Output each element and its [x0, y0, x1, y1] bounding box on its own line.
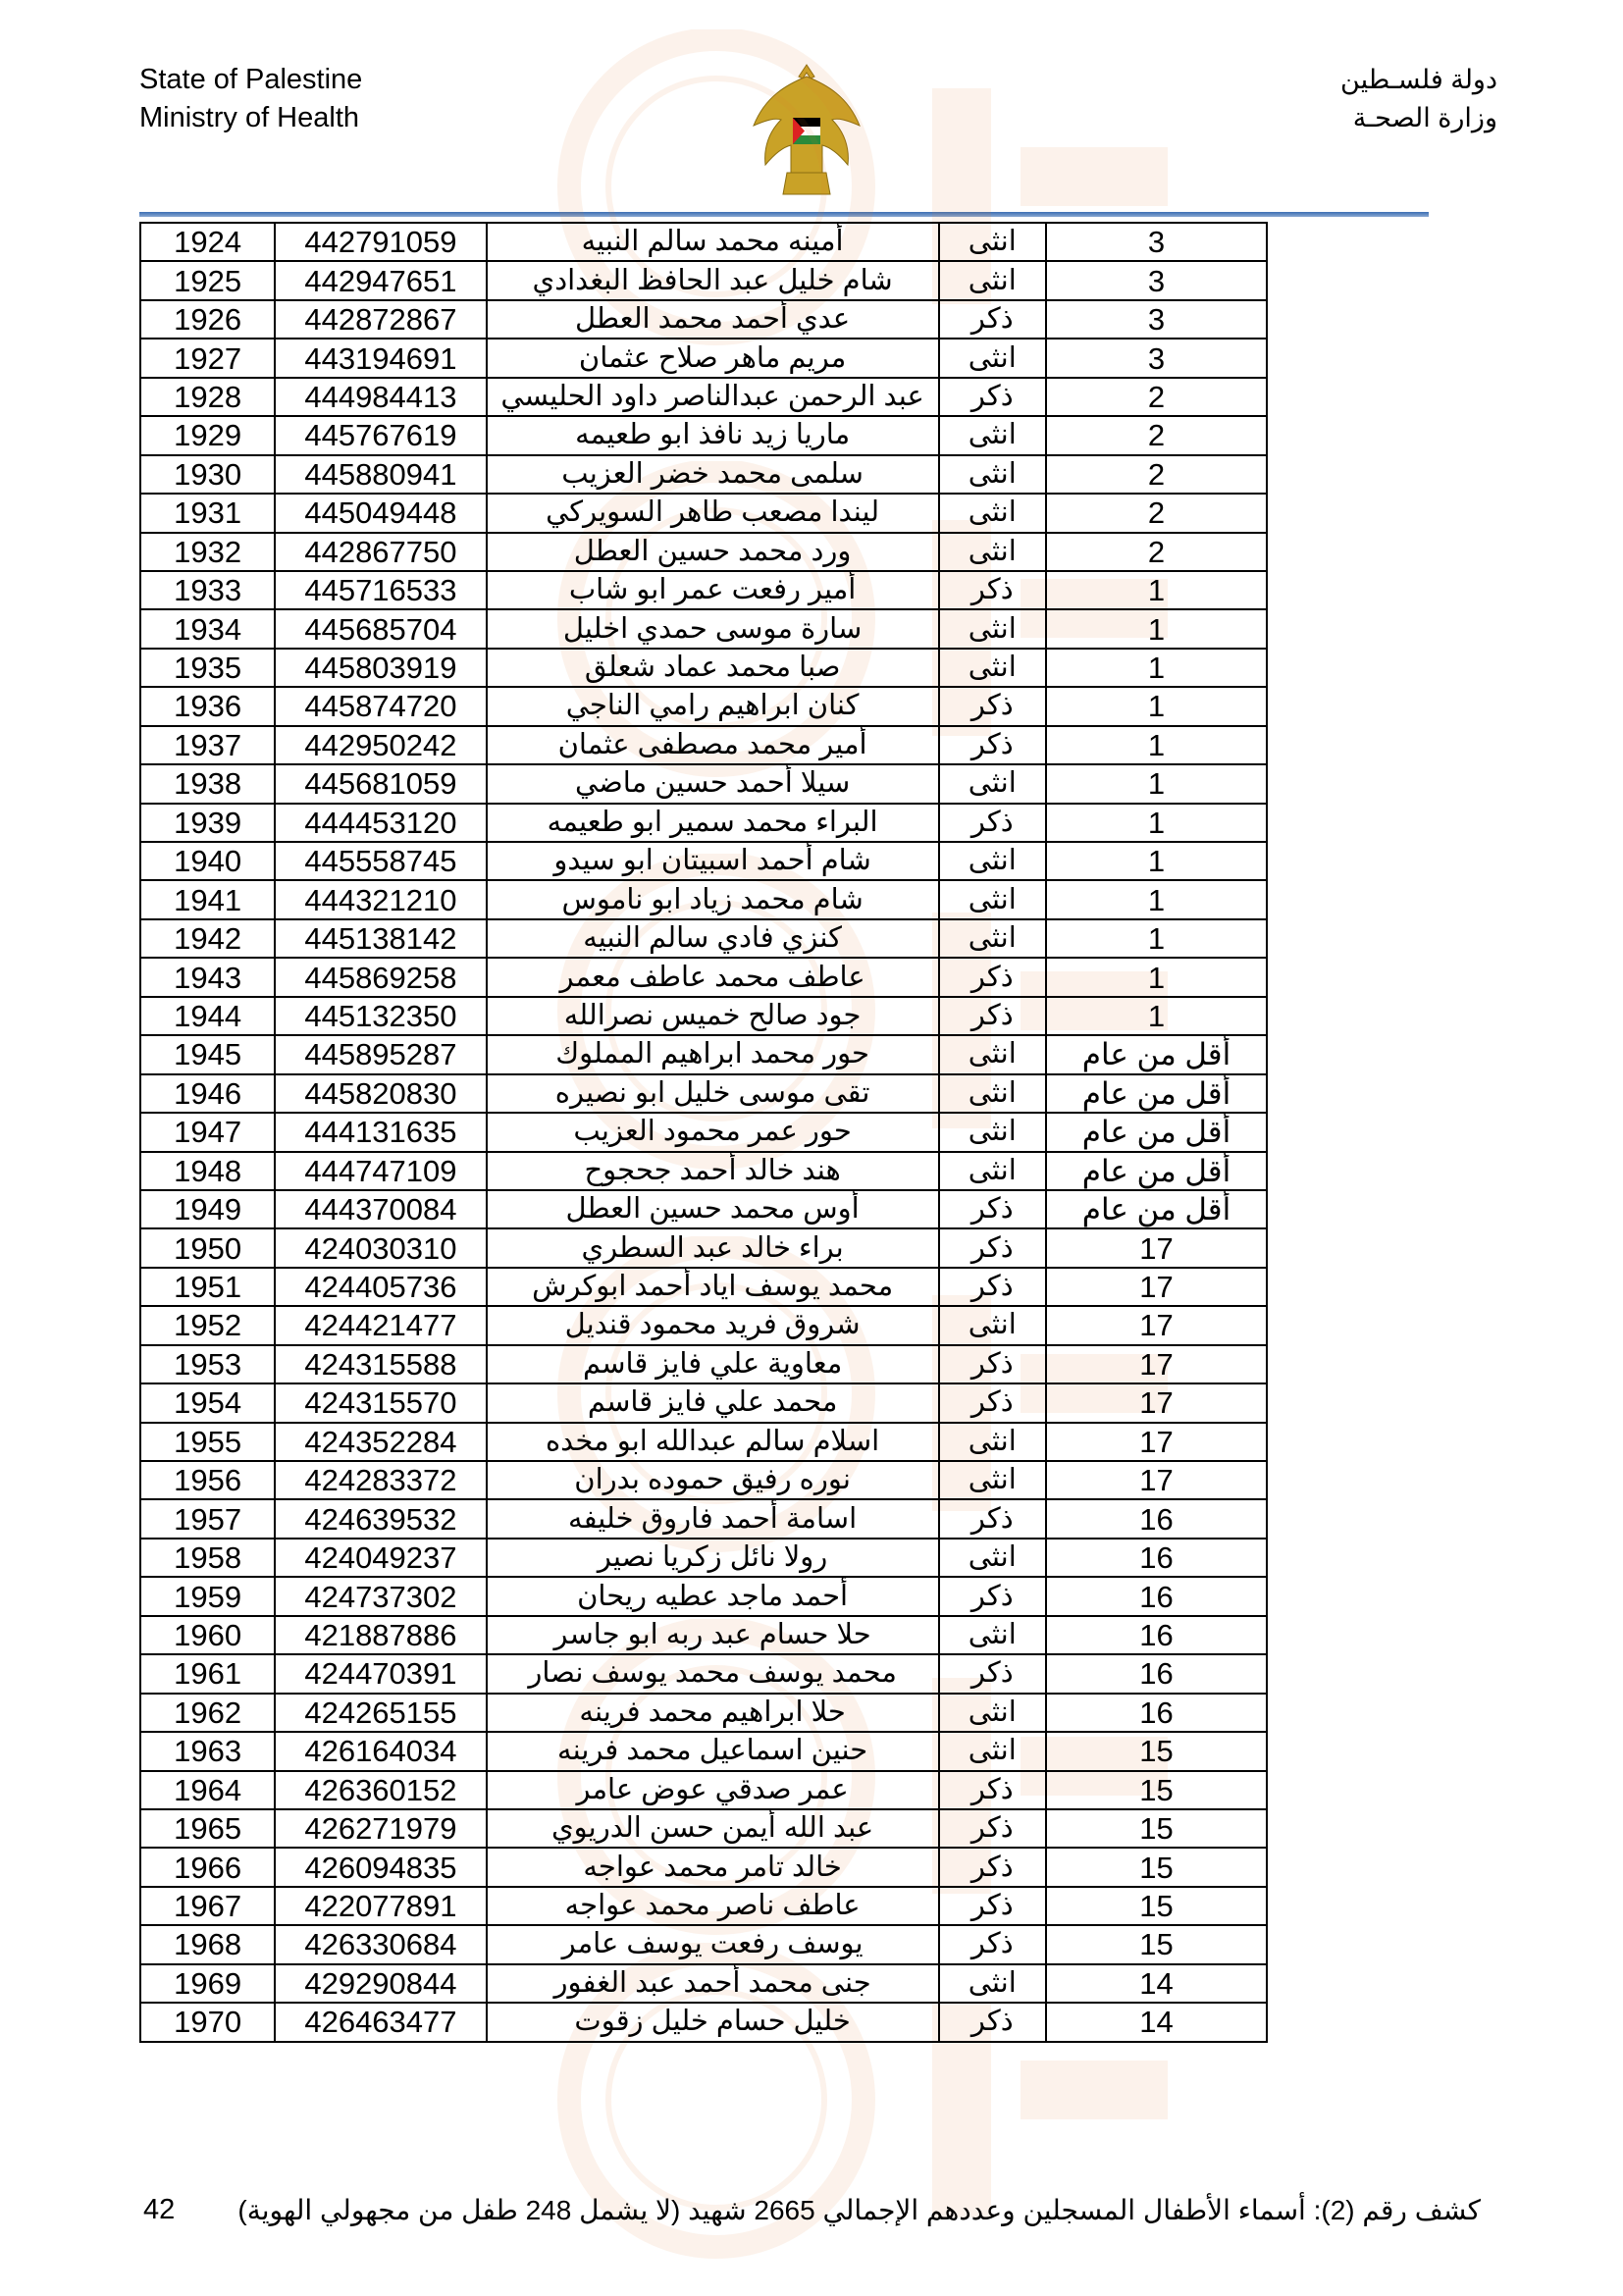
seq-number-cell: 1932	[140, 533, 275, 571]
table-row	[140, 609, 1267, 648]
gender-cell: انثى	[939, 609, 1047, 648]
full-name-cell: حنين اسماعيل محمد فرينه	[487, 1732, 939, 1770]
id-number-cell: 445869258	[275, 958, 487, 996]
gender-cell: انثى	[939, 1306, 1047, 1344]
age-cell: 1	[1046, 804, 1267, 842]
gender-cell: ذكر	[939, 1771, 1047, 1809]
table-row	[140, 1964, 1267, 2003]
table-caption: كشف رقم (2): أسماء الأطفال المسجلين وعددهم الإجمالي 2665 شهيد (لا يشمل 248 طفل من مجهولي الهوية)	[237, 2195, 1481, 2225]
gender-cell: ذكر	[939, 1848, 1047, 1886]
seq-number-cell: 1959	[140, 1577, 275, 1615]
gender-cell: انثى	[939, 649, 1047, 687]
gender-cell: ذكر	[939, 1499, 1047, 1538]
table-row	[140, 1113, 1267, 1151]
seq-number-cell: 1953	[140, 1345, 275, 1383]
full-name-cell: تقى موسى خليل ابو نصيره	[487, 1074, 939, 1113]
gender-cell: ذكر	[939, 2003, 1047, 2041]
full-name-cell: براء خالد عبد السطري	[487, 1228, 939, 1267]
id-number-cell: 445558745	[275, 842, 487, 880]
age-cell: 1	[1046, 609, 1267, 648]
gender-cell: انثى	[939, 1423, 1047, 1461]
age-cell: 15	[1046, 1848, 1267, 1886]
table-row	[140, 842, 1267, 880]
id-number-cell: 424421477	[275, 1306, 487, 1344]
full-name-cell: شروق فريد محمود قنديل	[487, 1306, 939, 1344]
table-body	[140, 223, 1267, 2042]
full-name-cell: حور محمد ابراهيم المملوك	[487, 1035, 939, 1073]
gender-cell: ذكر	[939, 687, 1047, 725]
full-name-cell: جنى محمد أحمد عبد الغفور	[487, 1964, 939, 2003]
gender-cell: انثى	[939, 1074, 1047, 1113]
gender-cell: ذكر	[939, 726, 1047, 764]
id-number-cell: 445874720	[275, 687, 487, 725]
age-cell: 3	[1046, 339, 1267, 377]
gender-cell: ذكر	[939, 1887, 1047, 1925]
id-number-cell: 444453120	[275, 804, 487, 842]
age-cell: 14	[1046, 1964, 1267, 2003]
gender-cell: انثى	[939, 1113, 1047, 1151]
age-cell: 15	[1046, 1925, 1267, 1963]
table-row	[140, 1461, 1267, 1499]
gender-cell: انثى	[939, 842, 1047, 880]
gender-cell: ذكر	[939, 997, 1047, 1035]
full-name-cell: رولا نائل زكريا نصير	[487, 1539, 939, 1577]
age-cell: أقل من عام	[1046, 1190, 1267, 1228]
seq-number-cell: 1943	[140, 958, 275, 996]
gender-cell: انثى	[939, 416, 1047, 454]
gender-cell: انثى	[939, 1616, 1047, 1654]
age-cell: أقل من عام	[1046, 1113, 1267, 1151]
full-name-cell: عبد الله أيمن حسن الدريوي	[487, 1809, 939, 1848]
full-name-cell: محمد يوسف اياد أحمد ابوكرش	[487, 1268, 939, 1306]
id-number-cell: 445138142	[275, 919, 487, 958]
table-row	[140, 300, 1267, 339]
table-row	[140, 1654, 1267, 1693]
age-cell: 17	[1046, 1461, 1267, 1499]
age-cell: 2	[1046, 455, 1267, 494]
age-cell: 15	[1046, 1887, 1267, 1925]
seq-number-cell: 1944	[140, 997, 275, 1035]
seq-number-cell: 1965	[140, 1809, 275, 1848]
seq-number-cell: 1956	[140, 1461, 275, 1499]
full-name-cell: أحمد ماجد عطيه ريحان	[487, 1577, 939, 1615]
age-cell: 17	[1046, 1345, 1267, 1383]
seq-number-cell: 1947	[140, 1113, 275, 1151]
table-row	[140, 726, 1267, 764]
table-row	[140, 1383, 1267, 1422]
seq-number-cell: 1960	[140, 1616, 275, 1654]
age-cell: 17	[1046, 1228, 1267, 1267]
age-cell: 1	[1046, 726, 1267, 764]
id-number-cell: 424470391	[275, 1654, 487, 1693]
children-list-table	[139, 222, 1268, 2043]
seq-number-cell: 1941	[140, 880, 275, 918]
table-row	[140, 1074, 1267, 1113]
seq-number-cell: 1964	[140, 1771, 275, 1809]
seq-number-cell: 1945	[140, 1035, 275, 1073]
gender-cell: ذكر	[939, 1228, 1047, 1267]
seq-number-cell: 1955	[140, 1423, 275, 1461]
age-cell: 17	[1046, 1423, 1267, 1461]
gender-cell: انثى	[939, 533, 1047, 571]
age-cell: 2	[1046, 416, 1267, 454]
table-row	[140, 455, 1267, 494]
id-number-cell: 426360152	[275, 1771, 487, 1809]
table-row	[140, 958, 1267, 996]
table-row	[140, 880, 1267, 918]
age-cell: 1	[1046, 880, 1267, 918]
page-number: 42	[143, 2194, 176, 2225]
seq-number-cell: 1933	[140, 571, 275, 609]
table-row	[140, 1848, 1267, 1886]
id-number-cell: 442791059	[275, 223, 487, 261]
gender-cell: ذكر	[939, 300, 1047, 339]
table-row	[140, 1152, 1267, 1190]
age-cell: 1	[1046, 764, 1267, 803]
header-country-ar: دولة فلسـطين	[1340, 65, 1497, 94]
age-cell: 16	[1046, 1539, 1267, 1577]
table-row	[140, 1577, 1267, 1615]
age-cell: 16	[1046, 1694, 1267, 1732]
gender-cell: ذكر	[939, 958, 1047, 996]
full-name-cell: كنان ابراهيم رامي الناجي	[487, 687, 939, 725]
header-divider	[139, 212, 1429, 217]
id-number-cell: 445895287	[275, 1035, 487, 1073]
gender-cell: انثى	[939, 1152, 1047, 1190]
id-number-cell: 445681059	[275, 764, 487, 803]
full-name-cell: عاطف محمد عاطف معمر	[487, 958, 939, 996]
full-name-cell: يوسف رفعت يوسف عامر	[487, 1925, 939, 1963]
age-cell: 16	[1046, 1654, 1267, 1693]
age-cell: أقل من عام	[1046, 1035, 1267, 1073]
gender-cell: انثى	[939, 339, 1047, 377]
header-right-block	[1340, 61, 1497, 137]
full-name-cell: هند خالد أحمد جحجوح	[487, 1152, 939, 1190]
seq-number-cell: 1963	[140, 1732, 275, 1770]
id-number-cell: 445880941	[275, 455, 487, 494]
gender-cell: ذكر	[939, 1577, 1047, 1615]
table-row	[140, 804, 1267, 842]
seq-number-cell: 1957	[140, 1499, 275, 1538]
palestine-eagle-emblem	[748, 57, 865, 204]
age-cell: 15	[1046, 1732, 1267, 1770]
age-cell: 16	[1046, 1499, 1267, 1538]
seq-number-cell: 1946	[140, 1074, 275, 1113]
id-number-cell: 444321210	[275, 880, 487, 918]
id-number-cell: 424405736	[275, 1268, 487, 1306]
full-name-cell: خليل حسام خليل زقوت	[487, 2003, 939, 2041]
gender-cell: انثى	[939, 1539, 1047, 1577]
id-number-cell: 445767619	[275, 416, 487, 454]
table-row	[140, 223, 1267, 261]
id-number-cell: 426463477	[275, 2003, 487, 2041]
gender-cell: ذكر	[939, 1383, 1047, 1422]
gender-cell: ذكر	[939, 1809, 1047, 1848]
full-name-cell: حور عمر محمود العزيب	[487, 1113, 939, 1151]
table-row	[140, 1306, 1267, 1344]
age-cell: 15	[1046, 1771, 1267, 1809]
table-row	[140, 1809, 1267, 1848]
id-number-cell: 445132350	[275, 997, 487, 1035]
seq-number-cell: 1949	[140, 1190, 275, 1228]
age-cell: 17	[1046, 1306, 1267, 1344]
table-row	[140, 378, 1267, 416]
seq-number-cell: 1969	[140, 1964, 275, 2003]
full-name-cell: محمد علي فايز قاسم	[487, 1383, 939, 1422]
full-name-cell: صبا محمد عماد شعلق	[487, 649, 939, 687]
gender-cell: ذكر	[939, 1345, 1047, 1383]
full-name-cell: أمير رفعت عمر ابو شاب	[487, 571, 939, 609]
full-name-cell: أمير محمد مصطفى عثمان	[487, 726, 939, 764]
gender-cell: انثى	[939, 880, 1047, 918]
age-cell: 1	[1046, 842, 1267, 880]
full-name-cell: حلا حسام عبد ربه ابو جاسر	[487, 1616, 939, 1654]
id-number-cell: 445803919	[275, 649, 487, 687]
full-name-cell: البراء محمد سمير ابو طعيمه	[487, 804, 939, 842]
id-number-cell: 442872867	[275, 300, 487, 339]
gender-cell: ذكر	[939, 571, 1047, 609]
full-name-cell: عبد الرحمن عبدالناصر داود الحليسي	[487, 378, 939, 416]
table-row	[140, 494, 1267, 532]
full-name-cell: شام خليل عبد الحافظ البغدادي	[487, 261, 939, 299]
seq-number-cell: 1927	[140, 339, 275, 377]
table-row	[140, 416, 1267, 454]
seq-number-cell: 1950	[140, 1228, 275, 1267]
id-number-cell: 424049237	[275, 1539, 487, 1577]
id-number-cell: 424315570	[275, 1383, 487, 1422]
id-number-cell: 444131635	[275, 1113, 487, 1151]
id-number-cell: 424283372	[275, 1461, 487, 1499]
id-number-cell: 442947651	[275, 261, 487, 299]
gender-cell: انثى	[939, 764, 1047, 803]
age-cell: 1	[1046, 919, 1267, 958]
full-name-cell: سلمى محمد خضر العزيب	[487, 455, 939, 494]
gender-cell: ذكر	[939, 1925, 1047, 1963]
id-number-cell: 442867750	[275, 533, 487, 571]
gender-cell: انثى	[939, 455, 1047, 494]
seq-number-cell: 1924	[140, 223, 275, 261]
full-name-cell: عدي أحمد محمد العطل	[487, 300, 939, 339]
id-number-cell: 421887886	[275, 1616, 487, 1654]
age-cell: 17	[1046, 1383, 1267, 1422]
id-number-cell: 426330684	[275, 1925, 487, 1963]
seq-number-cell: 1970	[140, 2003, 275, 2041]
table-row	[140, 533, 1267, 571]
seq-number-cell: 1968	[140, 1925, 275, 1963]
seq-number-cell: 1936	[140, 687, 275, 725]
full-name-cell: نوره رفيق حموده بدران	[487, 1461, 939, 1499]
table-row	[140, 687, 1267, 725]
id-number-cell: 443194691	[275, 339, 487, 377]
id-number-cell: 426094835	[275, 1848, 487, 1886]
table-row	[140, 1732, 1267, 1770]
id-number-cell: 444747109	[275, 1152, 487, 1190]
full-name-cell: كنزي فادي سالم النبيه	[487, 919, 939, 958]
full-name-cell: عاطف ناصر محمد عواجه	[487, 1887, 939, 1925]
id-number-cell: 424315588	[275, 1345, 487, 1383]
gender-cell: ذكر	[939, 1268, 1047, 1306]
seq-number-cell: 1948	[140, 1152, 275, 1190]
age-cell: 2	[1046, 378, 1267, 416]
id-number-cell: 444984413	[275, 378, 487, 416]
full-name-cell: شام محمد زياد ابو ناموس	[487, 880, 939, 918]
gender-cell: انثى	[939, 223, 1047, 261]
age-cell: 14	[1046, 2003, 1267, 2041]
seq-number-cell: 1967	[140, 1887, 275, 1925]
full-name-cell: ورد محمد حسين العطل	[487, 533, 939, 571]
full-name-cell: سارة موسى حمدي اخليل	[487, 609, 939, 648]
age-cell: 15	[1046, 1809, 1267, 1848]
full-name-cell: اسلام سالم عبدالله ابو مخده	[487, 1423, 939, 1461]
table-row	[140, 997, 1267, 1035]
seq-number-cell: 1939	[140, 804, 275, 842]
seq-number-cell: 1942	[140, 919, 275, 958]
table-row	[140, 1035, 1267, 1073]
table-row	[140, 1694, 1267, 1732]
id-number-cell: 424265155	[275, 1694, 487, 1732]
gender-cell: انثى	[939, 919, 1047, 958]
id-number-cell: 444370084	[275, 1190, 487, 1228]
gender-cell: ذكر	[939, 1654, 1047, 1693]
seq-number-cell: 1966	[140, 1848, 275, 1886]
gender-cell: انثى	[939, 1732, 1047, 1770]
gender-cell: ذكر	[939, 804, 1047, 842]
gender-cell: ذكر	[939, 378, 1047, 416]
table-row	[140, 261, 1267, 299]
header-ministry-ar: وزارة الصحـة	[1352, 103, 1497, 132]
id-number-cell: 445685704	[275, 609, 487, 648]
seq-number-cell: 1962	[140, 1694, 275, 1732]
gender-cell: انثى	[939, 494, 1047, 532]
table-row	[140, 1190, 1267, 1228]
age-cell: 2	[1046, 494, 1267, 532]
age-cell: 1	[1046, 649, 1267, 687]
id-number-cell: 424737302	[275, 1577, 487, 1615]
gender-cell: انثى	[939, 1694, 1047, 1732]
age-cell: 16	[1046, 1616, 1267, 1654]
age-cell: 17	[1046, 1268, 1267, 1306]
full-name-cell: سيلا أحمد حسين ماضي	[487, 764, 939, 803]
table-row	[140, 1228, 1267, 1267]
age-cell: 1	[1046, 687, 1267, 725]
id-number-cell: 426164034	[275, 1732, 487, 1770]
seq-number-cell: 1937	[140, 726, 275, 764]
age-cell: 3	[1046, 261, 1267, 299]
id-number-cell: 426271979	[275, 1809, 487, 1848]
seq-number-cell: 1952	[140, 1306, 275, 1344]
seq-number-cell: 1958	[140, 1539, 275, 1577]
full-name-cell: ليندا مصعب طاهر السويركي	[487, 494, 939, 532]
age-cell: أقل من عام	[1046, 1152, 1267, 1190]
table-row	[140, 1771, 1267, 1809]
seq-number-cell: 1951	[140, 1268, 275, 1306]
table-row	[140, 571, 1267, 609]
gender-cell: انثى	[939, 1035, 1047, 1073]
full-name-cell: حلا ابراهيم محمد فرينه	[487, 1694, 939, 1732]
header-left-block	[139, 61, 362, 137]
table-row	[140, 1539, 1267, 1577]
seq-number-cell: 1925	[140, 261, 275, 299]
age-cell: 2	[1046, 533, 1267, 571]
age-cell: 1	[1046, 571, 1267, 609]
gender-cell: ذكر	[939, 1190, 1047, 1228]
full-name-cell: ماريا زيد نافذ ابو طعيمه	[487, 416, 939, 454]
seq-number-cell: 1954	[140, 1383, 275, 1422]
age-cell: 1	[1046, 997, 1267, 1035]
seq-number-cell: 1961	[140, 1654, 275, 1693]
full-name-cell: أمينه محمد سالم النبيه	[487, 223, 939, 261]
table-row	[140, 1887, 1267, 1925]
seq-number-cell: 1935	[140, 649, 275, 687]
full-name-cell: جود صالح خميس نصرالله	[487, 997, 939, 1035]
gender-cell: انثى	[939, 1964, 1047, 2003]
id-number-cell: 445820830	[275, 1074, 487, 1113]
table-row	[140, 1268, 1267, 1306]
age-cell: 16	[1046, 1577, 1267, 1615]
id-number-cell: 429290844	[275, 1964, 487, 2003]
table-row	[140, 649, 1267, 687]
table-row	[140, 1499, 1267, 1538]
id-number-cell: 445716533	[275, 571, 487, 609]
seq-number-cell: 1928	[140, 378, 275, 416]
age-cell: 3	[1046, 300, 1267, 339]
seq-number-cell: 1929	[140, 416, 275, 454]
seq-number-cell: 1931	[140, 494, 275, 532]
age-cell: 3	[1046, 223, 1267, 261]
full-name-cell: أوس محمد حسين العطل	[487, 1190, 939, 1228]
seq-number-cell: 1938	[140, 764, 275, 803]
table-row	[140, 919, 1267, 958]
full-name-cell: خالد تامر محمد عواجه	[487, 1848, 939, 1886]
age-cell: أقل من عام	[1046, 1074, 1267, 1113]
table-row	[140, 339, 1267, 377]
gender-cell: انثى	[939, 1461, 1047, 1499]
header-country-en: State of Palestine	[139, 64, 363, 95]
id-number-cell: 442950242	[275, 726, 487, 764]
table-row	[140, 1345, 1267, 1383]
gender-cell: انثى	[939, 261, 1047, 299]
header-ministry-en: Ministry of Health	[139, 102, 360, 133]
table-row	[140, 1616, 1267, 1654]
seq-number-cell: 1930	[140, 455, 275, 494]
id-number-cell: 445049448	[275, 494, 487, 532]
seq-number-cell: 1934	[140, 609, 275, 648]
full-name-cell: عمر صدقي عوض عامر	[487, 1771, 939, 1809]
table-row	[140, 764, 1267, 803]
full-name-cell: معاوية علي فايز قاسم	[487, 1345, 939, 1383]
full-name-cell: شام أحمد اسبيتان ابو سيدو	[487, 842, 939, 880]
age-cell: 1	[1046, 958, 1267, 996]
table-row	[140, 1925, 1267, 1963]
seq-number-cell: 1926	[140, 300, 275, 339]
id-number-cell: 424639532	[275, 1499, 487, 1538]
seq-number-cell: 1940	[140, 842, 275, 880]
full-name-cell: محمد يوسف محمد يوسف نصار	[487, 1654, 939, 1693]
id-number-cell: 422077891	[275, 1887, 487, 1925]
full-name-cell: مريم ماهر صلاح عثمان	[487, 339, 939, 377]
table-row	[140, 2003, 1267, 2041]
id-number-cell: 424352284	[275, 1423, 487, 1461]
full-name-cell: اسامة أحمد فاروق خليفه	[487, 1499, 939, 1538]
id-number-cell: 424030310	[275, 1228, 487, 1267]
table-row	[140, 1423, 1267, 1461]
